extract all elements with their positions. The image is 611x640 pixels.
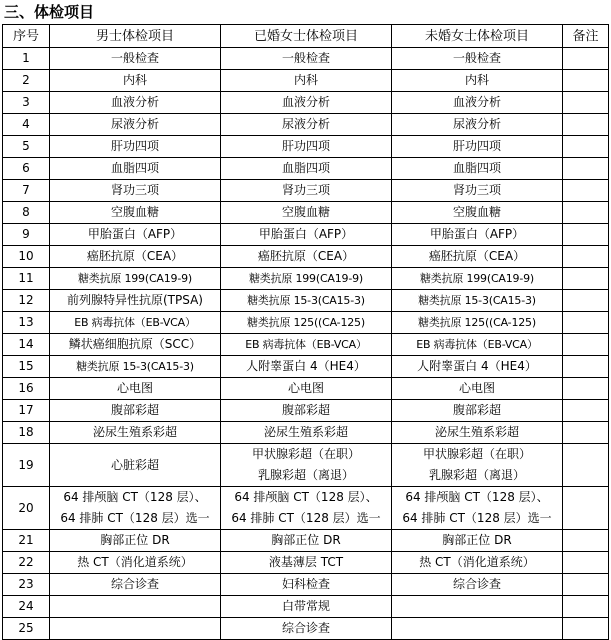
cell-unmarried: 肾功三项: [392, 180, 563, 202]
cell-unmarried: 人附睾蛋白 4（HE4）: [392, 356, 563, 378]
cell-unmarried: [392, 487, 563, 530]
table-row: [3, 92, 609, 114]
cell-male: 癌胚抗原（CEA）: [50, 246, 221, 268]
cell-line: 64 排颅脑 CT（128 层）、: [405, 490, 549, 504]
table-row: [3, 312, 609, 334]
cell-married: 泌尿生殖系彩超: [221, 422, 392, 444]
cell-note: [563, 202, 609, 224]
cell-married: 肾功三项: [221, 180, 392, 202]
cell-married: 肝功四项: [221, 136, 392, 158]
cell-seq: 23: [3, 574, 50, 596]
cell-note: [563, 48, 609, 70]
cell-male: 腹部彩超: [50, 400, 221, 422]
cell-note: [563, 92, 609, 114]
cell-line: 甲状腺彩超（在职）: [251, 447, 360, 461]
cell-unmarried: EB 病毒抗体（EB-VCA）: [392, 334, 563, 356]
cell-seq: 12: [3, 290, 50, 312]
table-header-row: [3, 25, 609, 48]
cell-male: 血液分析: [50, 92, 221, 114]
table-row: [3, 596, 609, 618]
cell-seq: 22: [3, 552, 50, 574]
cell-married: 腹部彩超: [221, 400, 392, 422]
cell-unmarried: 泌尿生殖系彩超: [392, 422, 563, 444]
cell-male: 心电图: [50, 378, 221, 400]
cell-seq: 4: [3, 114, 50, 136]
cell-seq: 21: [3, 530, 50, 552]
cell-married: 甲胎蛋白（AFP）: [221, 224, 392, 246]
cell-unmarried: 血液分析: [392, 92, 563, 114]
cell-male: 糖类抗原 15-3(CA15-3): [50, 356, 221, 378]
table-row: [3, 422, 609, 444]
cell-unmarried: 血脂四项: [392, 158, 563, 180]
cell-male: 甲胎蛋白（AFP）: [50, 224, 221, 246]
cell-seq: 14: [3, 334, 50, 356]
cell-unmarried: 腹部彩超: [392, 400, 563, 422]
cell-seq: 20: [3, 487, 50, 530]
cell-male: 空腹血糖: [50, 202, 221, 224]
cell-male: 综合诊查: [50, 574, 221, 596]
table-row: [3, 552, 609, 574]
table-row: [3, 530, 609, 552]
cell-note: [563, 378, 609, 400]
cell-line: 甲状腺彩超（在职）: [422, 447, 531, 461]
table-row: [3, 70, 609, 92]
cell-married: 血液分析: [221, 92, 392, 114]
cell-seq: 5: [3, 136, 50, 158]
table-row: [3, 180, 609, 202]
cell-unmarried: 糖类抗原 125((CA-125): [392, 312, 563, 334]
cell-married: 癌胚抗原（CEA）: [221, 246, 392, 268]
table-row: [3, 224, 609, 246]
table-row: [3, 378, 609, 400]
cell-note: [563, 422, 609, 444]
table-row: [3, 268, 609, 290]
cell-seq: 11: [3, 268, 50, 290]
cell-male: 心脏彩超: [50, 444, 221, 487]
table-row: [3, 290, 609, 312]
cell-note: [563, 246, 609, 268]
cell-married: 人附睾蛋白 4（HE4）: [221, 356, 392, 378]
cell-unmarried: 空腹血糖: [392, 202, 563, 224]
table-row: [3, 158, 609, 180]
cell-seq: 25: [3, 618, 50, 640]
cell-note: [563, 136, 609, 158]
cell-married: 糖类抗原 15-3(CA15-3): [221, 290, 392, 312]
cell-seq: 1: [3, 48, 50, 70]
cell-married: [221, 444, 392, 487]
cell-seq: 7: [3, 180, 50, 202]
cell-seq: 6: [3, 158, 50, 180]
cell-unmarried: [392, 596, 563, 618]
cell-married: 糖类抗原 125((CA-125): [221, 312, 392, 334]
cell-unmarried: 甲胎蛋白（AFP）: [392, 224, 563, 246]
cell-male: 一般检查: [50, 48, 221, 70]
cell-note: [563, 290, 609, 312]
cell-note: [563, 400, 609, 422]
cell-married: 一般检查: [221, 48, 392, 70]
cell-note: [563, 487, 609, 530]
cell-note: [563, 312, 609, 334]
cell-note: [563, 596, 609, 618]
cell-unmarried: 尿液分析: [392, 114, 563, 136]
cell-unmarried: 癌胚抗原（CEA）: [392, 246, 563, 268]
cell-male: 前列腺特异性抗原(TPSA): [50, 290, 221, 312]
cell-line: 64 排颅脑 CT（128 层）、: [234, 490, 378, 504]
cell-unmarried: 肝功四项: [392, 136, 563, 158]
table-row: [3, 136, 609, 158]
cell-seq: 18: [3, 422, 50, 444]
cell-line: 64 排肺 CT（128 层）选一: [402, 511, 552, 525]
cell-male: 肾功三项: [50, 180, 221, 202]
header-male-items: 男士体检项目: [50, 25, 221, 48]
cell-married: [221, 487, 392, 530]
cell-married: 血脂四项: [221, 158, 392, 180]
cell-married: 糖类抗原 199(CA19-9): [221, 268, 392, 290]
cell-seq: 16: [3, 378, 50, 400]
table-row: [3, 202, 609, 224]
header-married-female-items: 已婚女士体检项目: [221, 25, 392, 48]
cell-seq: 17: [3, 400, 50, 422]
cell-note: [563, 224, 609, 246]
cell-unmarried: 糖类抗原 199(CA19-9): [392, 268, 563, 290]
cell-seq: 8: [3, 202, 50, 224]
cell-seq: 24: [3, 596, 50, 618]
cell-married: 综合诊查: [221, 618, 392, 640]
table-row: [3, 334, 609, 356]
cell-note: [563, 334, 609, 356]
cell-male: 尿液分析: [50, 114, 221, 136]
cell-line: 乳腺彩超（离退）: [257, 468, 354, 482]
cell-unmarried: 胸部正位 DR: [392, 530, 563, 552]
cell-married: 妇科检查: [221, 574, 392, 596]
cell-note: [563, 114, 609, 136]
table-row: [3, 444, 609, 487]
cell-note: [563, 268, 609, 290]
section-heading: 三、体检项目: [4, 3, 95, 21]
cell-seq: 2: [3, 70, 50, 92]
cell-seq: 9: [3, 224, 50, 246]
cell-line: 乳腺彩超（离退）: [428, 468, 525, 482]
cell-unmarried: 心电图: [392, 378, 563, 400]
cell-male: 泌尿生殖系彩超: [50, 422, 221, 444]
cell-male: 热 CT（消化道系统）: [50, 552, 221, 574]
cell-line: 64 排肺 CT（128 层）选一: [60, 511, 210, 525]
cell-male: 血脂四项: [50, 158, 221, 180]
header-unmarried-female-items: 未婚女士体检项目: [392, 25, 563, 48]
table-row: [3, 400, 609, 422]
cell-male: 糖类抗原 199(CA19-9): [50, 268, 221, 290]
cell-seq: 15: [3, 356, 50, 378]
cell-note: [563, 70, 609, 92]
cell-male: [50, 596, 221, 618]
cell-seq: 10: [3, 246, 50, 268]
cell-seq: 19: [3, 444, 50, 487]
cell-seq: 13: [3, 312, 50, 334]
cell-line: 64 排肺 CT（128 层）选一: [231, 511, 381, 525]
cell-married: 白带常规: [221, 596, 392, 618]
cell-married: 胸部正位 DR: [221, 530, 392, 552]
cell-note: [563, 574, 609, 596]
cell-line: 64 排颅脑 CT（128 层）、: [63, 490, 207, 504]
cell-note: [563, 180, 609, 202]
cell-male: [50, 487, 221, 530]
cell-note: [563, 356, 609, 378]
cell-male: EB 病毒抗体（EB-VCA）: [50, 312, 221, 334]
cell-male: 鳞状癌细胞抗原（SCC）: [50, 334, 221, 356]
cell-unmarried: 一般检查: [392, 48, 563, 70]
cell-married: 心电图: [221, 378, 392, 400]
checkup-items-table: [2, 24, 609, 640]
table-row: [3, 356, 609, 378]
table-body: [3, 48, 609, 640]
cell-unmarried: 综合诊查: [392, 574, 563, 596]
table-row: [3, 574, 609, 596]
cell-male: 胸部正位 DR: [50, 530, 221, 552]
table-row: [3, 246, 609, 268]
cell-male: 内科: [50, 70, 221, 92]
header-note: 备注: [563, 25, 609, 48]
cell-unmarried: 热 CT（消化道系统）: [392, 552, 563, 574]
cell-note: [563, 552, 609, 574]
table-row: [3, 487, 609, 530]
cell-note: [563, 530, 609, 552]
cell-married: 空腹血糖: [221, 202, 392, 224]
cell-unmarried: 内科: [392, 70, 563, 92]
table-row: [3, 48, 609, 70]
cell-note: [563, 444, 609, 487]
cell-note: [563, 158, 609, 180]
header-seq: 序号: [3, 25, 50, 48]
table-row: [3, 114, 609, 136]
cell-married: EB 病毒抗体（EB-VCA）: [221, 334, 392, 356]
cell-married: 液基薄层 TCT: [221, 552, 392, 574]
cell-married: 内科: [221, 70, 392, 92]
cell-seq: 3: [3, 92, 50, 114]
cell-married: 尿液分析: [221, 114, 392, 136]
cell-unmarried: [392, 444, 563, 487]
cell-male: 肝功四项: [50, 136, 221, 158]
cell-unmarried: 糖类抗原 15-3(CA15-3): [392, 290, 563, 312]
